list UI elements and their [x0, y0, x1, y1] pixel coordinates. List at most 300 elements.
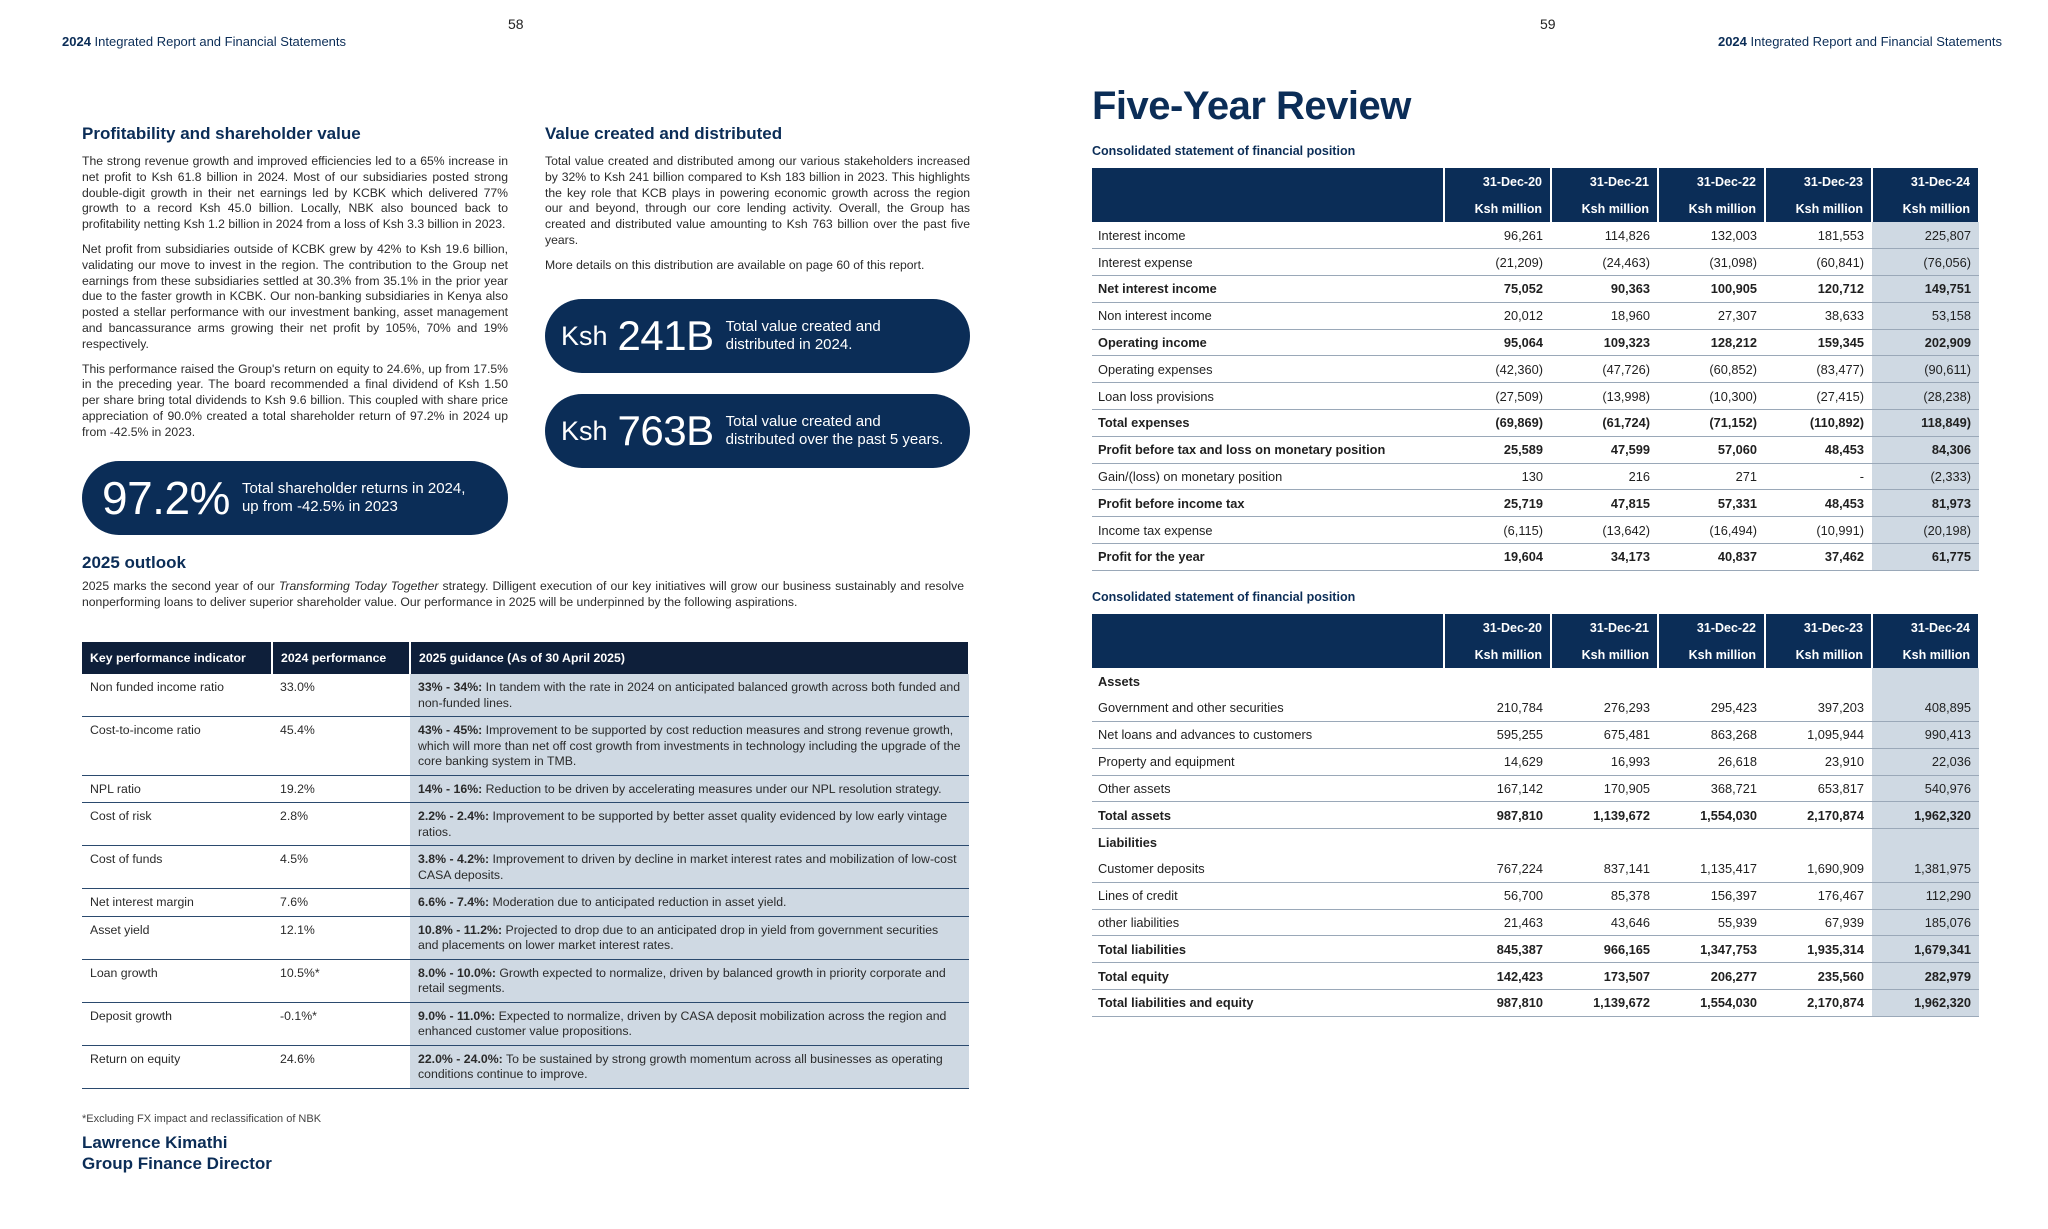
row-value: 142,423 — [1444, 963, 1551, 990]
row-value: 276,293 — [1551, 695, 1658, 722]
row-value: 595,255 — [1444, 722, 1551, 749]
year-header: 31-Dec-23 — [1765, 168, 1872, 195]
row-value: 225,807 — [1872, 222, 1979, 249]
table-row — [1092, 356, 1979, 383]
row-value: (83,477) — [1765, 356, 1872, 383]
row-value: 48,453 — [1765, 490, 1872, 517]
table-row — [1092, 990, 1979, 1017]
row-value: 25,589 — [1444, 436, 1551, 463]
row-value: (61,724) — [1551, 410, 1658, 437]
row-value — [1765, 829, 1872, 856]
outlook-heading: 2025 outlook — [82, 553, 186, 572]
row-value: 67,939 — [1765, 909, 1872, 936]
row-value: 114,826 — [1551, 222, 1658, 249]
kpi-performance: 2.8% — [272, 803, 410, 846]
row-value: 990,413 — [1872, 722, 1979, 749]
row-value: 81,973 — [1872, 490, 1979, 517]
kpi-guidance-range: 10.8% - 11.2%: — [418, 922, 503, 937]
table-row — [1092, 882, 1979, 909]
table-row — [1092, 802, 1979, 829]
kpi-name: Loan growth — [82, 959, 272, 1002]
signatory-name: Lawrence Kimathi — [82, 1133, 228, 1152]
kpi-performance: 7.6% — [272, 889, 410, 917]
table-row — [1092, 668, 1979, 695]
row-label: Interest income — [1092, 222, 1444, 249]
row-value: 1,347,753 — [1658, 936, 1765, 963]
kpi-performance: 33.0% — [272, 674, 410, 717]
row-value: 20,012 — [1444, 302, 1551, 329]
row-label: Lines of credit — [1092, 882, 1444, 909]
row-value: (16,494) — [1658, 517, 1765, 544]
shareholder-return-text — [242, 480, 465, 516]
row-value: 61,775 — [1872, 544, 1979, 571]
kpi-guidance — [410, 959, 969, 1002]
table-row — [82, 803, 969, 846]
kpi-guidance-range: 43% - 45%: — [418, 723, 483, 737]
unit-header: Ksh million — [1872, 195, 1979, 222]
row-value — [1551, 668, 1658, 695]
row-label: Total liabilities — [1092, 936, 1444, 963]
table-row — [1092, 249, 1979, 276]
row-value: 149,751 — [1872, 276, 1979, 303]
row-value: 1,679,341 — [1872, 936, 1979, 963]
row-value: (27,509) — [1444, 383, 1551, 410]
running-header-year: 2024 — [62, 34, 91, 49]
kpi-guidance-table — [82, 642, 970, 1089]
unit-header: Ksh million — [1658, 641, 1765, 668]
left-running-header — [62, 34, 346, 49]
row-label: Net interest income — [1092, 276, 1444, 303]
outlook-strategy-name: Transforming Today Together — [278, 579, 439, 593]
row-value: 173,507 — [1551, 963, 1658, 990]
year-header: 31-Dec-22 — [1658, 614, 1765, 641]
row-value — [1658, 668, 1765, 695]
year-header: 31-Dec-24 — [1872, 614, 1979, 641]
row-label: Other assets — [1092, 775, 1444, 802]
kpi-guidance-text: Improvement to driven by decline in market interest rates and mobilization of low-cost CASA deposits. — [418, 852, 957, 882]
table-row — [82, 775, 969, 803]
unit-header: Ksh million — [1872, 641, 1979, 668]
row-value: 1,554,030 — [1658, 990, 1765, 1017]
row-value: 47,815 — [1551, 490, 1658, 517]
row-value: 118,849) — [1872, 410, 1979, 437]
kpi-guidance-range: 2.2% - 2.4%: — [418, 809, 490, 823]
row-label: Customer deposits — [1092, 856, 1444, 883]
row-value: 37,462 — [1765, 544, 1872, 571]
row-value: 1,135,417 — [1658, 856, 1765, 883]
shareholder-return-callout — [82, 461, 508, 535]
kpi-guidance-text: Moderation due to anticipated reduction in asset yield. — [489, 895, 787, 909]
value-5yr-text — [726, 413, 944, 449]
header-blank — [1092, 195, 1444, 222]
kpi-guidance-range: 3.8% - 4.2%: — [418, 852, 490, 866]
row-value: 1,381,975 — [1872, 856, 1979, 883]
row-value: 1,962,320 — [1872, 802, 1979, 829]
row-value: 837,141 — [1551, 856, 1658, 883]
year-header: 31-Dec-20 — [1444, 614, 1551, 641]
row-value: 100,905 — [1658, 276, 1765, 303]
profitability-paragraph-1: The strong revenue growth and improved efficiencies led to a 65% increase in net profit to Ksh 61.8 billion in 2024. Most of our subsidiaries posted strong double-digit growth in their net earnings led by KCBK which delivered 77% growth to a record Ksh 45.0 billion. Locally, NBK also bounced back to profitability netting Ksh 1.2 billion in 2024 from a loss of Ksh 3.3 billion in 2023. — [82, 154, 508, 232]
row-value: 176,467 — [1765, 882, 1872, 909]
table-row — [1092, 748, 1979, 775]
shareholder-return-value: 97.2% — [102, 472, 230, 524]
table-row — [1092, 517, 1979, 544]
row-value: 235,560 — [1765, 963, 1872, 990]
row-value: 43,646 — [1551, 909, 1658, 936]
row-value: (71,152) — [1658, 410, 1765, 437]
row-label: Total assets — [1092, 802, 1444, 829]
row-value: (20,198) — [1872, 517, 1979, 544]
value-2024-line-2: distributed in 2024. — [725, 336, 853, 353]
row-value: 25,719 — [1444, 490, 1551, 517]
table-row — [82, 1045, 969, 1088]
profitability-heading: Profitability and shareholder value — [82, 124, 361, 143]
row-value: 57,331 — [1658, 490, 1765, 517]
row-value: 85,378 — [1551, 882, 1658, 909]
value-5yr-callout — [545, 394, 970, 468]
row-value: (13,642) — [1551, 517, 1658, 544]
kpi-guidance-text: Projected to drop due to an anticipated drop in yield from government securities and placements on lower market interest rates. — [418, 922, 939, 952]
row-label: Profit for the year — [1092, 544, 1444, 571]
row-label: Total expenses — [1092, 410, 1444, 437]
kpi-guidance — [410, 775, 969, 803]
row-value: 40,837 — [1658, 544, 1765, 571]
kpi-name: Non funded income ratio — [82, 674, 272, 717]
kpi-guidance-text: Expected to normalize, driven by CASA deposit mobilization across the region and enhanced customer value propositions. — [418, 1008, 947, 1038]
row-value — [1444, 668, 1551, 695]
value-2024-prefix: Ksh — [561, 320, 608, 351]
outlook-paragraph — [82, 579, 964, 611]
row-value: 132,003 — [1658, 222, 1765, 249]
row-value: 271 — [1658, 463, 1765, 490]
kpi-guidance — [410, 803, 969, 846]
row-value: 540,976 — [1872, 775, 1979, 802]
row-value: 55,939 — [1658, 909, 1765, 936]
table-row — [1092, 276, 1979, 303]
row-label: other liabilities — [1092, 909, 1444, 936]
row-label: Operating income — [1092, 329, 1444, 356]
row-value: 84,306 — [1872, 436, 1979, 463]
table-row — [1092, 302, 1979, 329]
kpi-name: Deposit growth — [82, 1002, 272, 1045]
signatory-title: Group Finance Director — [82, 1154, 272, 1173]
kpi-guidance-text: In tandem with the rate in 2024 on anticipated balanced growth across both funded and non-funded lines. — [418, 680, 961, 710]
row-value: 408,895 — [1872, 695, 1979, 722]
kpi-name: Asset yield — [82, 916, 272, 959]
row-value: 1,690,909 — [1765, 856, 1872, 883]
row-value: 120,712 — [1765, 276, 1872, 303]
row-value: 47,599 — [1551, 436, 1658, 463]
kpi-performance: 12.1% — [272, 916, 410, 959]
row-value: 167,142 — [1444, 775, 1551, 802]
outlook-section — [82, 553, 964, 620]
table-row — [1092, 722, 1979, 749]
row-value: 210,784 — [1444, 695, 1551, 722]
row-value: (13,998) — [1551, 383, 1658, 410]
year-header-row — [1092, 168, 1979, 195]
row-value: 156,397 — [1658, 882, 1765, 909]
row-value: 18,960 — [1551, 302, 1658, 329]
row-value: (69,869) — [1444, 410, 1551, 437]
kpi-guidance-text: Improvement to be supported by cost reduction measures and strong revenue growth, which will more than net off cost growth from investments in technology including the upgrade of the core banking system in TMB. — [418, 723, 961, 768]
row-value: (27,415) — [1765, 383, 1872, 410]
row-label: Interest expense — [1092, 249, 1444, 276]
row-value: 987,810 — [1444, 990, 1551, 1017]
row-value: 170,905 — [1551, 775, 1658, 802]
row-value: 1,139,672 — [1551, 802, 1658, 829]
kpi-guidance-text: Growth expected to normalize, driven by balanced growth in priority corporate and retail segments. — [418, 965, 946, 995]
value-2024-amount: 241B — [617, 312, 714, 359]
row-label: Total liabilities and equity — [1092, 990, 1444, 1017]
year-header: 31-Dec-21 — [1551, 614, 1658, 641]
row-value: 966,165 — [1551, 936, 1658, 963]
table1-caption: Consolidated statement of financial position — [1092, 144, 1356, 158]
row-value: 19,604 — [1444, 544, 1551, 571]
table-row — [1092, 463, 1979, 490]
unit-header: Ksh million — [1444, 195, 1551, 222]
unit-header: Ksh million — [1658, 195, 1765, 222]
kpi-guidance — [410, 889, 969, 917]
row-value: 14,629 — [1444, 748, 1551, 775]
row-value: 53,158 — [1872, 302, 1979, 329]
kpi-name: NPL ratio — [82, 775, 272, 803]
value-2024-callout — [545, 299, 970, 373]
row-label: Property and equipment — [1092, 748, 1444, 775]
row-value: (42,360) — [1444, 356, 1551, 383]
row-label: Loan loss provisions — [1092, 383, 1444, 410]
income-statement-table — [1092, 168, 1980, 571]
row-value: 130 — [1444, 463, 1551, 490]
kpi-guidance-range: 33% - 34%: — [418, 680, 483, 694]
kpi-header-performance: 2024 performance — [272, 642, 410, 674]
row-value: 397,203 — [1765, 695, 1872, 722]
row-value: 767,224 — [1444, 856, 1551, 883]
row-value: (10,300) — [1658, 383, 1765, 410]
table-row — [82, 959, 969, 1002]
row-value: (28,238) — [1872, 383, 1979, 410]
header-blank — [1092, 168, 1444, 195]
row-value — [1872, 668, 1979, 695]
year-header: 31-Dec-22 — [1658, 168, 1765, 195]
row-value: 863,268 — [1658, 722, 1765, 749]
row-label: Income tax expense — [1092, 517, 1444, 544]
row-label: Gain/(loss) on monetary position — [1092, 463, 1444, 490]
five-year-review-title: Five-Year Review — [1092, 84, 1411, 128]
kpi-guidance — [410, 916, 969, 959]
row-value: 23,910 — [1765, 748, 1872, 775]
row-value: 27,307 — [1658, 302, 1765, 329]
value-2024-text — [726, 318, 881, 354]
table-row — [1092, 222, 1979, 249]
row-value: (10,991) — [1765, 517, 1872, 544]
kpi-name: Return on equity — [82, 1045, 272, 1088]
row-value: 159,345 — [1765, 329, 1872, 356]
row-value: 56,700 — [1444, 882, 1551, 909]
row-value: 109,323 — [1551, 329, 1658, 356]
kpi-guidance-range: 22.0% - 24.0%: — [418, 1051, 503, 1066]
row-value — [1551, 829, 1658, 856]
kpi-header-guidance: 2025 guidance (As of 30 April 2025) — [410, 642, 969, 674]
row-value: - — [1765, 463, 1872, 490]
kpi-performance: 24.6% — [272, 1045, 410, 1088]
kpi-performance: -0.1%* — [272, 1002, 410, 1045]
row-value: 845,387 — [1444, 936, 1551, 963]
row-value: 96,261 — [1444, 222, 1551, 249]
row-value: 128,212 — [1658, 329, 1765, 356]
row-label: Total equity — [1092, 963, 1444, 990]
row-value: (90,611) — [1872, 356, 1979, 383]
row-value: (21,209) — [1444, 249, 1551, 276]
kpi-guidance — [410, 1045, 969, 1088]
kpi-name: Cost of funds — [82, 846, 272, 889]
row-value: 34,173 — [1551, 544, 1658, 571]
header-blank — [1092, 614, 1444, 641]
row-value: 282,979 — [1872, 963, 1979, 990]
unit-header-row — [1092, 641, 1979, 668]
table-row — [1092, 544, 1979, 571]
unit-header: Ksh million — [1444, 641, 1551, 668]
row-value: 206,277 — [1658, 963, 1765, 990]
running-header-year: 2024 — [1717, 34, 1747, 49]
row-value: (60,841) — [1765, 249, 1872, 276]
row-value: 987,810 — [1444, 802, 1551, 829]
row-value: 57,060 — [1658, 436, 1765, 463]
value-5yr-amount: 763B — [617, 407, 714, 454]
row-value: 16,993 — [1551, 748, 1658, 775]
row-value: 2,170,874 — [1765, 802, 1872, 829]
kpi-guidance-range: 9.0% - 11.0%: — [418, 1008, 496, 1023]
kpi-guidance-text: To be sustained by strong growth momentum across all businesses as operating conditions continue to improve. — [418, 1051, 943, 1081]
row-label: Profit before income tax — [1092, 490, 1444, 517]
year-header: 31-Dec-24 — [1872, 168, 1979, 195]
row-value: (110,892) — [1765, 410, 1872, 437]
row-value: 21,463 — [1444, 909, 1551, 936]
row-value: 216 — [1551, 463, 1658, 490]
table-row — [1092, 329, 1979, 356]
row-value: 202,909 — [1872, 329, 1979, 356]
table-row — [1092, 490, 1979, 517]
kpi-header-indicator: Key performance indicator — [82, 642, 272, 674]
shareholder-return-line-1: Total shareholder returns in 2024, — [241, 480, 466, 497]
year-header: 31-Dec-20 — [1444, 168, 1551, 195]
left-page-number: 58 — [508, 16, 524, 32]
running-header-title: Integrated Report and Financial Statements — [1750, 34, 2002, 49]
unit-header-row — [1092, 195, 1979, 222]
row-value: 1,554,030 — [1658, 802, 1765, 829]
row-value: 1,935,314 — [1765, 936, 1872, 963]
table-row — [82, 889, 969, 917]
value-created-paragraph-2: More details on this distribution are available on page 60 of this report. — [545, 257, 925, 272]
row-value: 90,363 — [1551, 276, 1658, 303]
row-label: Government and other securities — [1092, 695, 1444, 722]
table-row — [1092, 856, 1979, 883]
row-label: Non interest income — [1092, 302, 1444, 329]
row-value — [1765, 668, 1872, 695]
profitability-paragraph-3: This performance raised the Group's return on equity to 24.6%, up from 17.5% in the preceding year. The board recommended a final dividend of Ksh 1.50 per share bring total dividends to Ksh 9.6 billion. This coupled with share price appreciation of 90.0% created a total shareholder return of 97.2% in 2024 up from -42.5% in 2023. — [82, 361, 508, 439]
row-value: 75,052 — [1444, 276, 1551, 303]
value-5yr-prefix: Ksh — [561, 415, 608, 446]
row-value: 112,290 — [1872, 882, 1979, 909]
row-value: 1,139,672 — [1551, 990, 1658, 1017]
row-value: 2,170,874 — [1765, 990, 1872, 1017]
kpi-header-row — [82, 642, 969, 674]
row-value: 1,095,944 — [1765, 722, 1872, 749]
unit-header: Ksh million — [1551, 641, 1658, 668]
footnote: *Excluding FX impact and reclassification of NBK — [82, 1113, 322, 1125]
shareholder-return-line-2: up from -42.5% in 2023 — [241, 498, 398, 515]
unit-header: Ksh million — [1551, 195, 1658, 222]
table-row — [82, 916, 969, 959]
kpi-performance: 45.4% — [272, 717, 410, 776]
year-header: 31-Dec-21 — [1551, 168, 1658, 195]
table-row — [1092, 436, 1979, 463]
row-value: (24,463) — [1551, 249, 1658, 276]
value-5yr-line-2: distributed over the past 5 years. — [725, 431, 944, 448]
unit-header: Ksh million — [1765, 195, 1872, 222]
value-5yr-line-1: Total value created and — [725, 413, 881, 430]
kpi-name: Cost-to-income ratio — [82, 717, 272, 776]
right-page-number: 59 — [1540, 16, 1556, 32]
row-value: (76,056) — [1872, 249, 1979, 276]
row-value: 653,817 — [1765, 775, 1872, 802]
row-value: (60,852) — [1658, 356, 1765, 383]
kpi-performance: 19.2% — [272, 775, 410, 803]
table-row — [1092, 695, 1979, 722]
profitability-paragraph-2: Net profit from subsidiaries outside of KCBK grew by 42% to Ksh 19.6 billion, validating our move to invest in the region. The contribution to the Group net earnings from these subsidiaries settled at 30.3% from 35.1% in the prior year due to the faster growth in KCBK. Our non-banking subsidiaries in Kenya also posted a stellar performance with our investment banking, asset management and bancassurance arms growing their net profit by 105%, 70% and 19% respectively. — [82, 241, 508, 351]
header-blank — [1092, 641, 1444, 668]
row-label: Liabilities — [1098, 834, 1158, 850]
row-value: 95,064 — [1444, 329, 1551, 356]
row-label: Assets — [1098, 673, 1140, 689]
signatory-block — [82, 1132, 272, 1174]
table-row — [82, 846, 969, 889]
kpi-guidance-range: 8.0% - 10.0%: — [418, 965, 496, 980]
row-value: 22,036 — [1872, 748, 1979, 775]
row-value: 38,633 — [1765, 302, 1872, 329]
value-2024-line-1: Total value created and — [725, 318, 881, 335]
table-row — [1092, 909, 1979, 936]
table-row — [82, 674, 969, 717]
kpi-guidance-text: Reduction to be driven by accelerating measures under our NPL resolution strategy. — [482, 781, 942, 796]
kpi-guidance-range: 14% - 16%: — [418, 781, 483, 796]
kpi-guidance — [410, 846, 969, 889]
kpi-guidance-range: 6.6% - 7.4%: — [418, 895, 490, 909]
kpi-guidance — [410, 674, 969, 717]
unit-header: Ksh million — [1765, 641, 1872, 668]
kpi-name: Cost of risk — [82, 803, 272, 846]
row-label: Net loans and advances to customers — [1092, 722, 1444, 749]
value-created-paragraph-1: Total value created and distributed among our various stakeholders increased by 32% to Ksh 241 billion compared to Ksh 183 billion in 2023. This highlights the key role that KCB plays in powering economic growth across the region our and beyond, through our core lending activity. Overall, the Group has created and distributed value amounting to Ksh 763 billion over the past five years. — [545, 154, 970, 247]
row-value — [1444, 829, 1551, 856]
outlook-text-after: strategy. Dilligent execution of our key initiatives will grow our business sustainably and resolve nonperforming loans to deliver superior shareholder value. Our performance in 2025 will be underpinned by the following aspirations. — [82, 579, 964, 609]
year-header-row — [1092, 614, 1979, 641]
row-value: 675,481 — [1551, 722, 1658, 749]
kpi-guidance-text: Improvement to be supported by better asset quality evidenced by low early vintage ratios. — [418, 809, 948, 839]
running-header-title: Integrated Report and Financial Statements — [94, 34, 347, 49]
row-value: 368,721 — [1658, 775, 1765, 802]
row-value: 181,553 — [1765, 222, 1872, 249]
outlook-text-before: 2025 marks the second year of our — [82, 579, 279, 593]
kpi-guidance — [410, 717, 969, 776]
table-row — [82, 1002, 969, 1045]
row-value: 1,962,320 — [1872, 990, 1979, 1017]
financial-position-table — [1092, 614, 1980, 1017]
value-created-heading: Value created and distributed — [545, 124, 783, 143]
row-value: (47,726) — [1551, 356, 1658, 383]
table-row — [1092, 410, 1979, 437]
row-value: (6,115) — [1444, 517, 1551, 544]
row-value: (31,098) — [1658, 249, 1765, 276]
